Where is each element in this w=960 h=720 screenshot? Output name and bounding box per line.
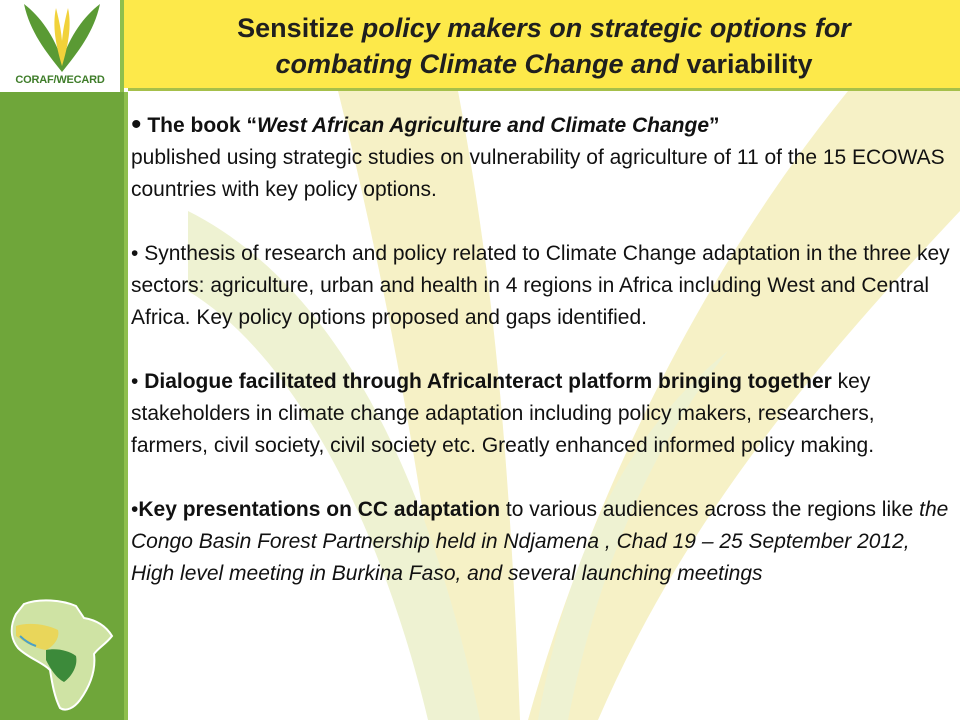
bullet-marker: • (131, 498, 139, 521)
bullet-item-presentations: •Key presentations on CC adaptation to various audiences across the regions like the Congo Basin Forest Partnership held in Ndjamena , Chad 19 – 25 September 2012, High level meeting in Burkina Faso, and several launching meetings (131, 498, 949, 585)
bullet-item-dialogue: • Dialogue facilitated through AfricaInteract platform bringing together key stakeholders in climate change adaptation including policy makers, researchers, farmers, civil society, civil society etc. Greatly enhanced informed policy making. (131, 370, 875, 457)
title-line-2: combating Climate Change and variability (275, 49, 813, 79)
coraf-logo (0, 0, 124, 92)
bullet-list (131, 110, 953, 622)
leaf-logo-icon (16, 2, 108, 74)
bullet-marker: • (131, 108, 142, 141)
bullet-item-synthesis: • Synthesis of research and policy related to Climate Change adaptation in the three key sectors: agriculture, urban and health in 4 regions in Africa including West and Central Africa. Key policy options proposed and gaps identified. (131, 242, 950, 329)
bullet-marker: • (131, 242, 139, 265)
logo-text: CORAF/WECARD (15, 74, 105, 86)
bullet-marker: • (131, 370, 139, 393)
africa-map-icon (6, 596, 118, 714)
title-line-1: Sensitize policy makers on strategic options for (237, 13, 851, 43)
page-title (128, 10, 960, 82)
bullet-item-book: • The book “West African Agriculture and Climate Change” published using strategic studies on vulnerability of agriculture of 11 of the 15 ECOWAS countries with key policy options. (131, 108, 945, 201)
